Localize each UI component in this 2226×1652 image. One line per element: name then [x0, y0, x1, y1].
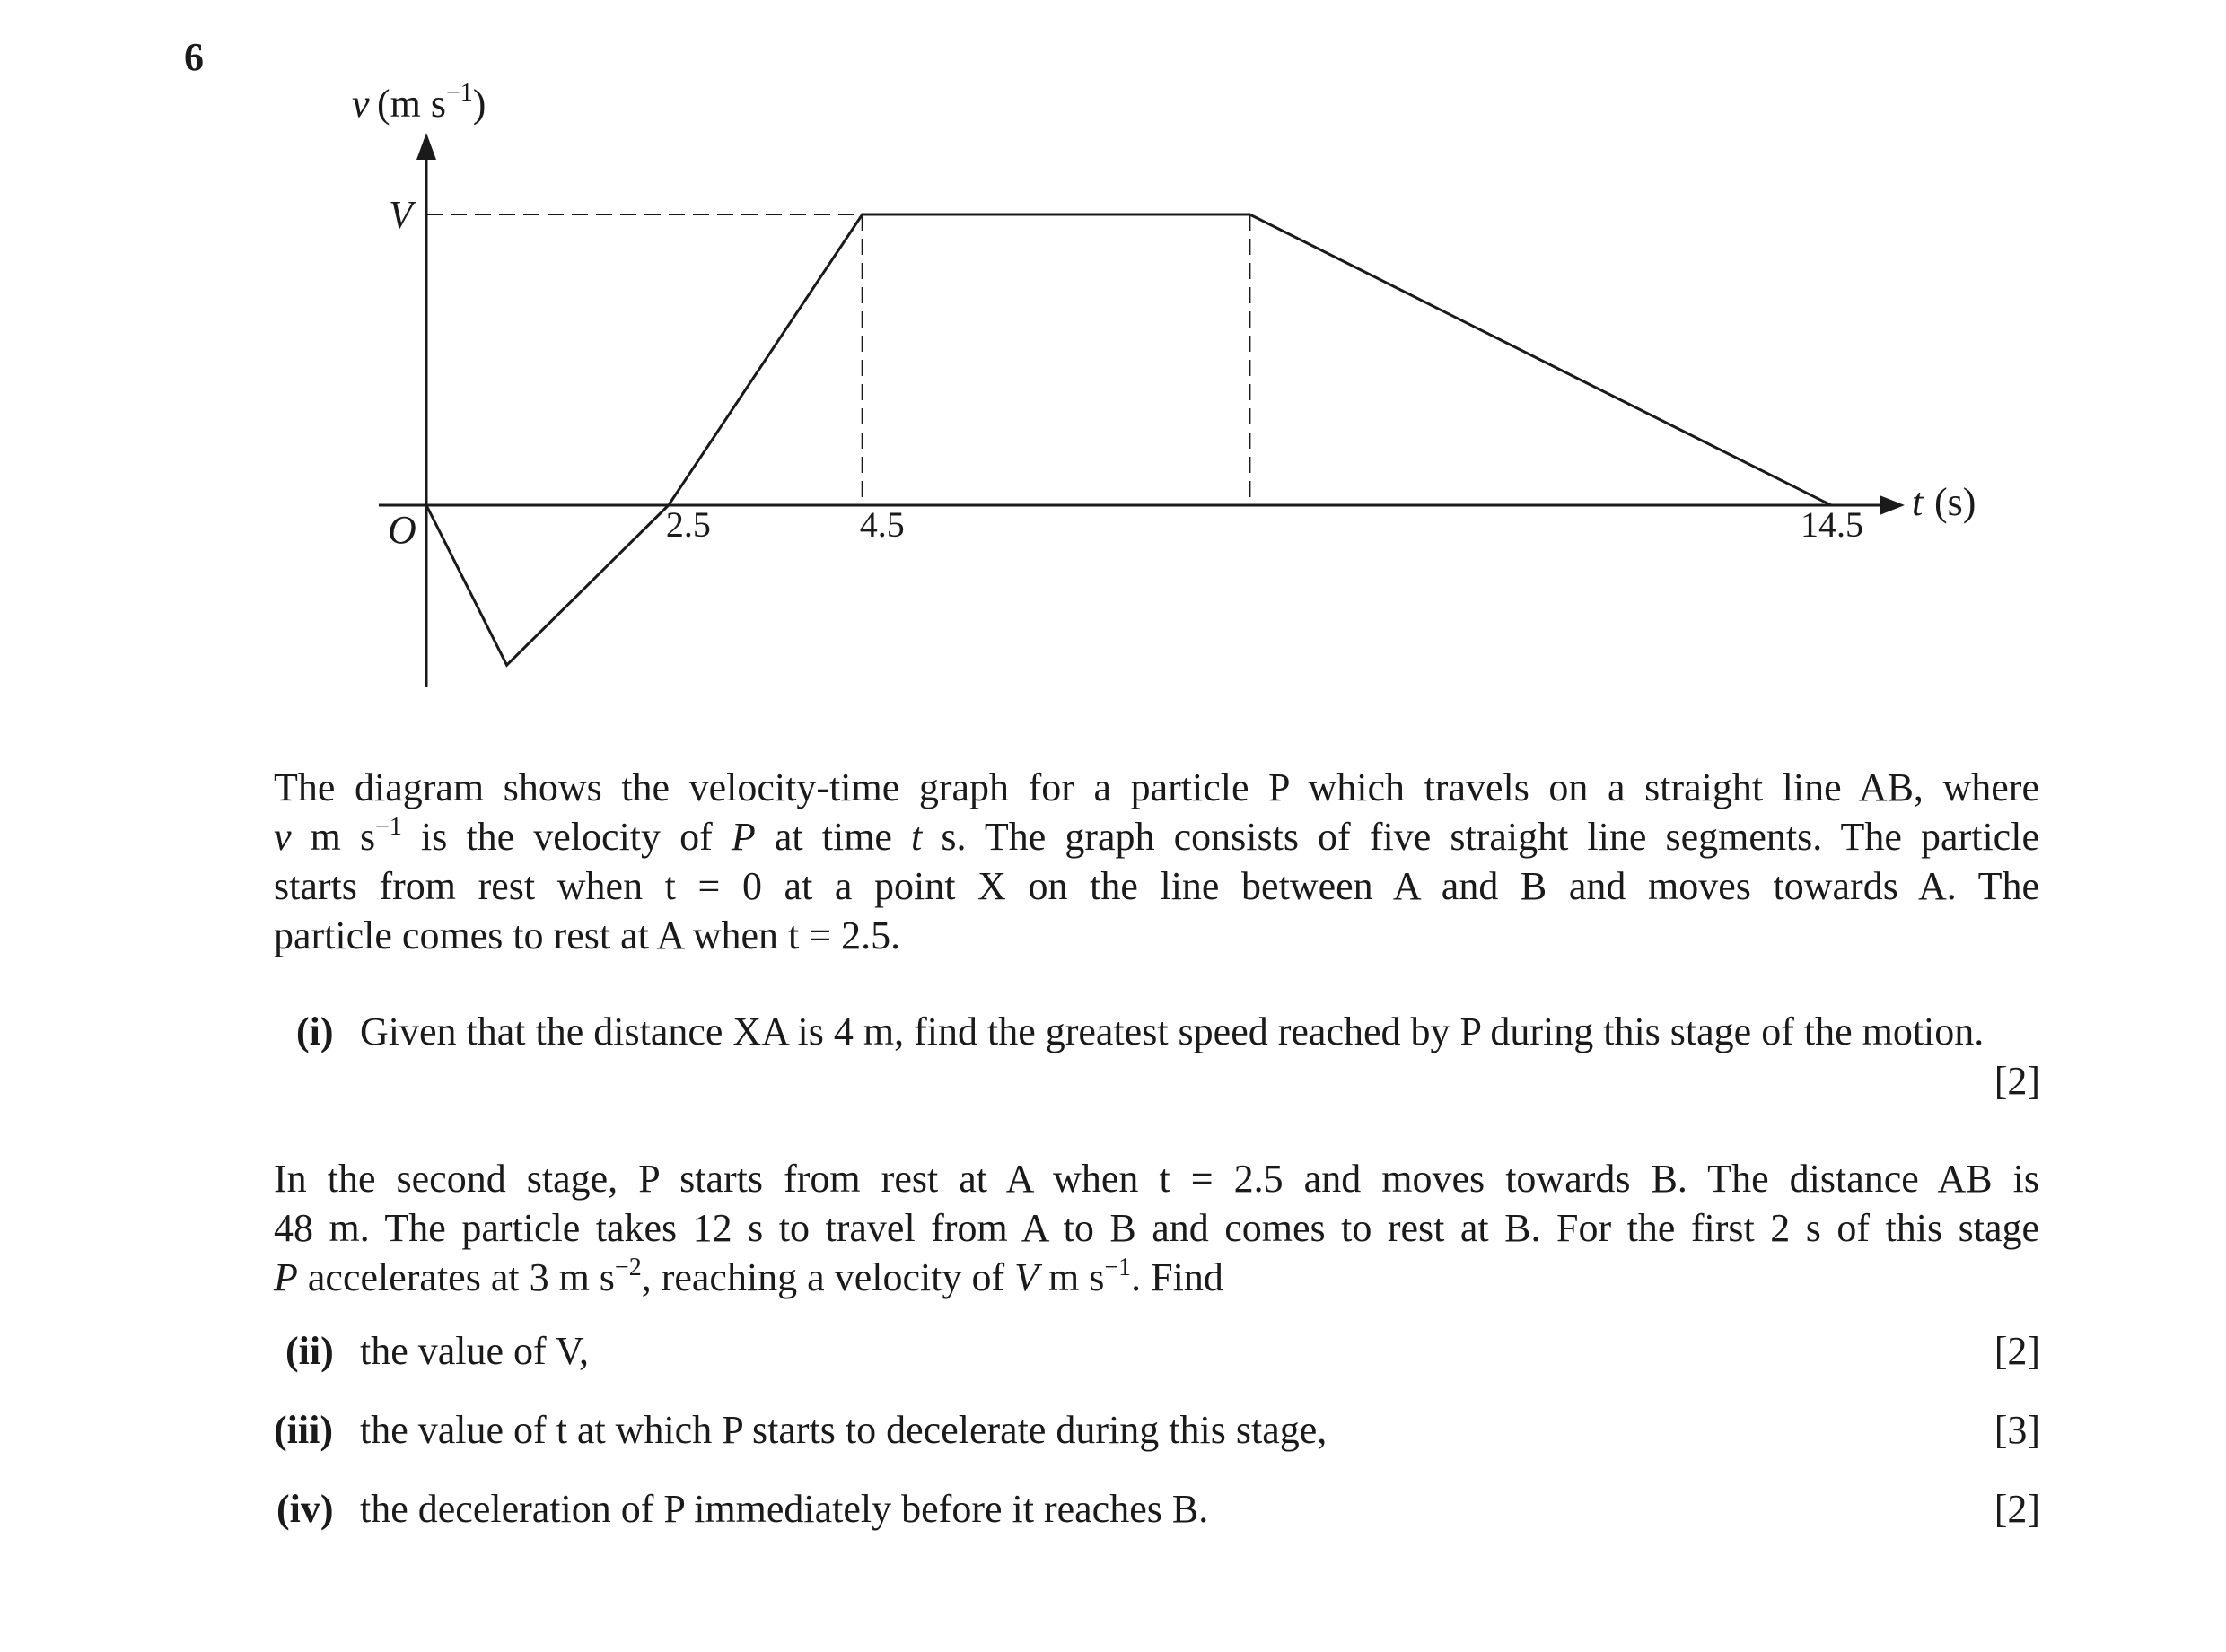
velocity-time-graph	[0, 0, 2226, 718]
part-iv	[0, 1484, 2226, 1538]
x-tick-label-2-5: 2.5	[665, 504, 711, 545]
part-iii-text: the value of t at which P starts to decelerate during this stage,	[360, 1408, 1328, 1452]
intro-line-2: v m $s^{-1}$ is the velocity of P at time t s. The graph consists of five straight line segments. The particle	[274, 813, 2039, 859]
intro-line-4: particle comes to rest at A when t = 2.5.	[274, 913, 901, 957]
part-i-marks: [2]	[1994, 1059, 2040, 1103]
y-axis-arrow-icon	[416, 133, 436, 160]
part-ii-label: (ii)	[285, 1329, 334, 1373]
part-ii-marks: [2]	[1994, 1329, 2040, 1373]
y-tick-label-v: V	[389, 193, 413, 237]
x-axis-label-t: t	[1912, 480, 1924, 524]
part-iii-marks: [3]	[1994, 1408, 2040, 1452]
intro-line-1: The diagram shows the velocity-time graph for a particle P which travels on a straight line AB, where	[274, 765, 2039, 809]
second-stage-line-2: 48 m. The particle takes 12 s to travel from A to B and comes to rest at B. For the first 2 s of this stage	[274, 1206, 2039, 1250]
second-stage-line-3: P accelerates at 3 m $s^{-2}$, reaching a velocity of V m $s^{-1}$. Find	[274, 1254, 1223, 1299]
part-iii-label: (iii)	[274, 1408, 333, 1452]
x-axis-arrow-icon	[1880, 495, 1905, 515]
x-tick-label-4-5: 4.5	[859, 504, 905, 545]
part-ii-text: the value of V,	[360, 1329, 589, 1373]
x-tick-label-14-5: 14.5	[1801, 504, 1863, 545]
part-iii	[0, 1405, 2226, 1459]
y-axis-unit: (m $s^{-1}$)	[377, 79, 486, 126]
part-iv-label: (iv)	[276, 1487, 334, 1531]
intro-paragraph	[274, 763, 2039, 960]
y-axis-label: v	[352, 82, 370, 126]
question-number: 6	[184, 35, 204, 79]
part-ii	[0, 1326, 2226, 1380]
second-stage-paragraph	[274, 1154, 2039, 1302]
intro-line-3: starts from rest when t = 0 at a point X on the line between A and B and moves towards A. The	[274, 864, 2039, 908]
velocity-series-line	[426, 214, 1831, 665]
part-iv-text: the deceleration of P immediately before it reaches B.	[360, 1487, 1209, 1531]
x-axis-unit: (s)	[1934, 480, 1976, 524]
second-stage-line-1: In the second stage, P starts from rest at A when t = 2.5 and moves towards B. The distance AB is	[274, 1157, 2039, 1201]
part-iv-marks: [2]	[1994, 1487, 2040, 1531]
part-i-label: (i)	[296, 1010, 334, 1053]
part-i-text: Given that the distance XA is 4 m, find the greatest speed reached by P during this stage of the motion.	[360, 1010, 1985, 1053]
origin-label: O	[388, 508, 416, 552]
